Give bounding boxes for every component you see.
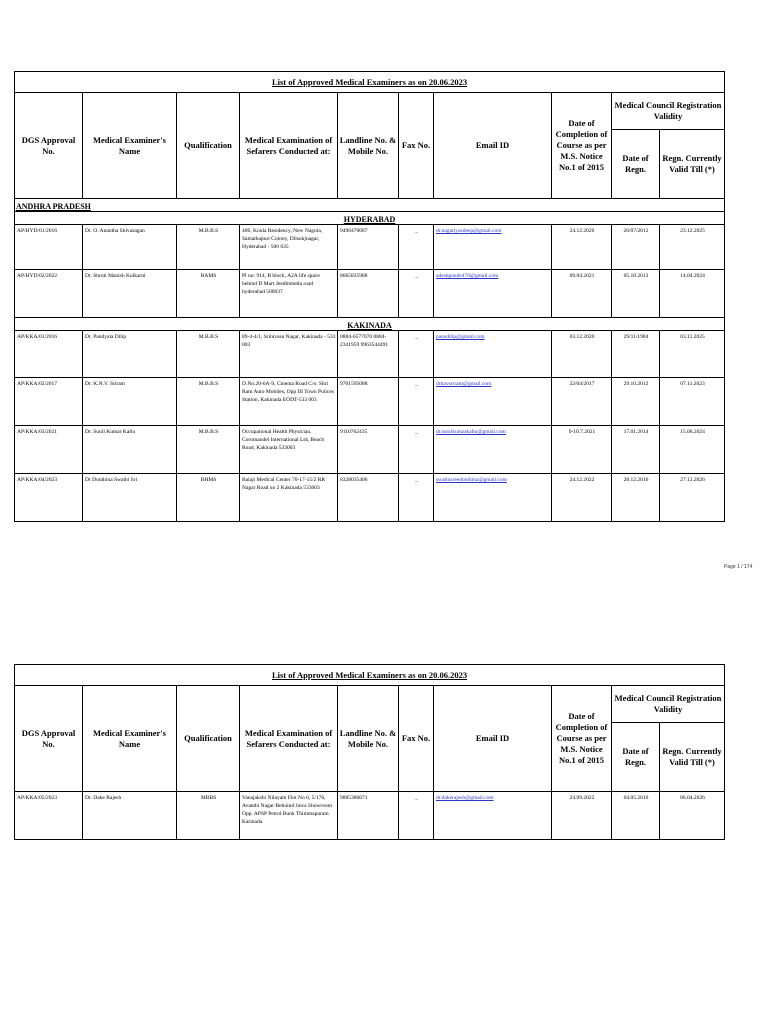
header-regn-valid-till: Regn. Currently Valid Till (*) xyxy=(660,723,725,792)
fax-no: _ xyxy=(399,270,434,318)
dgs-approval-no: AP/HYD/02/2022 xyxy=(15,270,83,318)
exam-address: D.No.20-6A-9, Cinema Road C/o. Shri Ram Auto Mobiles, Opp III Town Polices Station, Kakinada EODT-533 003 xyxy=(240,378,338,426)
fax-no: _ xyxy=(399,474,434,522)
regn-date: 29/11/1984 xyxy=(612,331,660,378)
page-number: Page 1 / 174 xyxy=(724,564,753,570)
city-heading: HYDERABAD xyxy=(15,212,725,225)
examiner-name: Dr Donthina Swathi Sri xyxy=(83,474,177,522)
qualification: BAMS xyxy=(177,270,240,318)
table-row xyxy=(15,474,725,522)
dgs-approval-no: AP/KKA/03/2021 xyxy=(15,426,83,474)
regn-date: 29.10.2012 xyxy=(612,378,660,426)
fax-no: _ xyxy=(399,792,434,840)
regn-date: 26/07/2012 xyxy=(612,225,660,270)
email-link[interactable]: drknvsriram@gmail.com xyxy=(436,381,492,387)
header-email: Email ID xyxy=(434,686,552,792)
header-exam-location: Medical Examination of Sefarers Conducted at: xyxy=(240,93,338,199)
regn-date: 04.05.2010 xyxy=(612,792,660,840)
exam-address: Occupational Health Physician. Coromandel International Ltd, Beach Road, Kakinada 533003 xyxy=(240,426,338,474)
course-completion-date: 09.04.2021 xyxy=(552,270,612,318)
dgs-approval-no: AP/KKA/02/2017 xyxy=(15,378,83,426)
exam-address: Vanajakshi Nilayam Flot No 6, 5/176, Avanthi Nagar Behuind Jawa Showroom Opp. APSP Petrol Bunk Thimmapuram Karinada xyxy=(240,792,338,840)
qualification: M.B.B.S xyxy=(177,331,240,378)
email-link[interactable]: dr.sunilkumarkallu@gmail.com xyxy=(436,429,506,435)
header-phone: Landline No. & Mobile No. xyxy=(338,686,399,792)
header-email: Email ID xyxy=(434,93,552,199)
table-row xyxy=(15,225,725,270)
header-course-completion: Date of Completion of Course as per M.S. Notice No.1 of 2015 xyxy=(552,686,612,792)
examiners-table xyxy=(14,71,725,522)
examiner-name: Dr. Pandyala Dilip xyxy=(83,331,177,378)
examiner-name: Dr. K.N.V. Sriram xyxy=(83,378,177,426)
header-course-completion: Date of Completion of Course as per M.S. Notice No.1 of 2015 xyxy=(552,93,612,199)
regn-valid-till: 27.12.2026 xyxy=(660,474,725,522)
course-completion-date: 24.09.2022 xyxy=(552,792,612,840)
approved-examiners-sheet xyxy=(14,71,724,522)
examiner-name: Dr. Sunil Kumar Kallu xyxy=(83,426,177,474)
dgs-approval-no: AP/KKA/04/2023 xyxy=(15,474,83,522)
exam-address: 406, Koula Residency, New Nagola, Samathapuri Colony, Dilsukjnagar, Hyderabad - 500 035 xyxy=(240,225,338,270)
dgs-approval-no: AP/HYD/01/2016 xyxy=(15,225,83,270)
table-row xyxy=(15,270,725,318)
course-completion-date: 24.12.2020 xyxy=(552,225,612,270)
fax-no: _ xyxy=(399,426,434,474)
header-dgs-approval: DGS Approval No. xyxy=(15,686,83,792)
phone-numbers: 0884-6577070 0884-2341959 9963544491 xyxy=(338,331,399,378)
examiner-name: Dr. Dake Rajesh xyxy=(83,792,177,840)
examiners-table xyxy=(14,664,725,840)
email-link[interactable]: dr.dakerajesh@gmail.com xyxy=(436,795,494,801)
header-regn-date: Date of Regn. xyxy=(612,723,660,792)
qualification: BHMS xyxy=(177,474,240,522)
course-completion-date: 9-10.7.2021 xyxy=(552,426,612,474)
phone-numbers: 8665835988 xyxy=(338,270,399,318)
header-dgs-approval: DGS Approval No. xyxy=(15,93,83,199)
phone-numbers: 9490470087 xyxy=(338,225,399,270)
header-regn-date: Date of Regn. xyxy=(612,130,660,199)
table-row xyxy=(15,426,725,474)
header-phone: Landline No. & Mobile No. xyxy=(338,93,399,199)
course-completion-date: 24.12.2022 xyxy=(552,474,612,522)
state-heading: ANDHRA PRADESH xyxy=(15,199,725,212)
exam-address: Balaji Medical Center 70-17-15/2 RR Nagar Road no 2 Kakinada 533003 xyxy=(240,474,338,522)
email-link[interactable]: adeshpande470@gmail.com xyxy=(436,273,499,279)
exam-address: Pl no: 914, B block, A2A life space behind D Mart Jeedhimetla road hyderabad 500037 xyxy=(240,270,338,318)
dgs-approval-no: AP/KKA/05/2023 xyxy=(15,792,83,840)
header-fax: Fax No. xyxy=(399,93,434,199)
approved-examiners-sheet xyxy=(14,664,724,840)
header-fax: Fax No. xyxy=(399,686,434,792)
exam-address: 89-4-4/1, Srinivasa Nagar, Kakinada - 533 003 xyxy=(240,331,338,378)
header-council-registration: Medical Council Registration Validity xyxy=(612,93,725,130)
header-council-registration: Medical Council Registration Validity xyxy=(612,686,725,723)
fax-no: _ xyxy=(399,378,434,426)
regn-valid-till: 23.12.2025 xyxy=(660,225,725,270)
examiner-name: Dr. O. Anantha Shivasagan xyxy=(83,225,177,270)
qualification: MBBS xyxy=(177,792,240,840)
regn-date: 28.12.2016 xyxy=(612,474,660,522)
fax-no: _ xyxy=(399,331,434,378)
table-row xyxy=(15,378,725,426)
header-examiner-name: Medical Examiner's Name xyxy=(83,93,177,199)
header-examiner-name: Medical Examiner's Name xyxy=(83,686,177,792)
phone-numbers: 8328035406 xyxy=(338,474,399,522)
dgs-approval-no: AP/KKA/01/2016 xyxy=(15,331,83,378)
regn-valid-till: 15.06.2024 xyxy=(660,426,725,474)
table-row xyxy=(15,331,725,378)
phone-numbers: 9885386671 xyxy=(338,792,399,840)
header-regn-valid-till: Regn. Currently Valid Till (*) xyxy=(660,130,725,199)
header-exam-location: Medical Examination of Sefarers Conducted at: xyxy=(240,686,338,792)
regn-valid-till: 03.11.2025 xyxy=(660,331,725,378)
phone-numbers: 9110762435 xyxy=(338,426,399,474)
examiner-name: Dr. Shruti Manish Kulkarni xyxy=(83,270,177,318)
qualification: M.B.B.S xyxy=(177,378,240,426)
qualification: M.B.B.S xyxy=(177,225,240,270)
email-link[interactable]: swathisreedonthina@gmail.com xyxy=(436,477,507,483)
course-completion-date: 03.12.2020 xyxy=(552,331,612,378)
email-link[interactable]: pansdilip@gmail.com xyxy=(436,334,485,340)
table-title: List of Approved Medical Examiners as on 20.06.2023 xyxy=(15,665,725,686)
header-qualification: Qualification xyxy=(177,93,240,199)
regn-date: 17.01.2014 xyxy=(612,426,660,474)
email-link[interactable]: dr.nagariyasdeep@gmail.com xyxy=(436,228,502,234)
regn-date: 05.10.2013 xyxy=(612,270,660,318)
fax-no: _ xyxy=(399,225,434,270)
qualification: M.B.B.S xyxy=(177,426,240,474)
course-completion-date: 22/04/2017 xyxy=(552,378,612,426)
phone-numbers: 9701595088 xyxy=(338,378,399,426)
regn-valid-till: 06.04.2026 xyxy=(660,792,725,840)
city-heading: KAKINADA xyxy=(15,318,725,331)
table-title: List of Approved Medical Examiners as on 20.06.2023 xyxy=(15,72,725,93)
header-qualification: Qualification xyxy=(177,686,240,792)
regn-valid-till: 14.04.2024 xyxy=(660,270,725,318)
regn-valid-till: 07.11.2023 xyxy=(660,378,725,426)
table-row xyxy=(15,792,725,840)
